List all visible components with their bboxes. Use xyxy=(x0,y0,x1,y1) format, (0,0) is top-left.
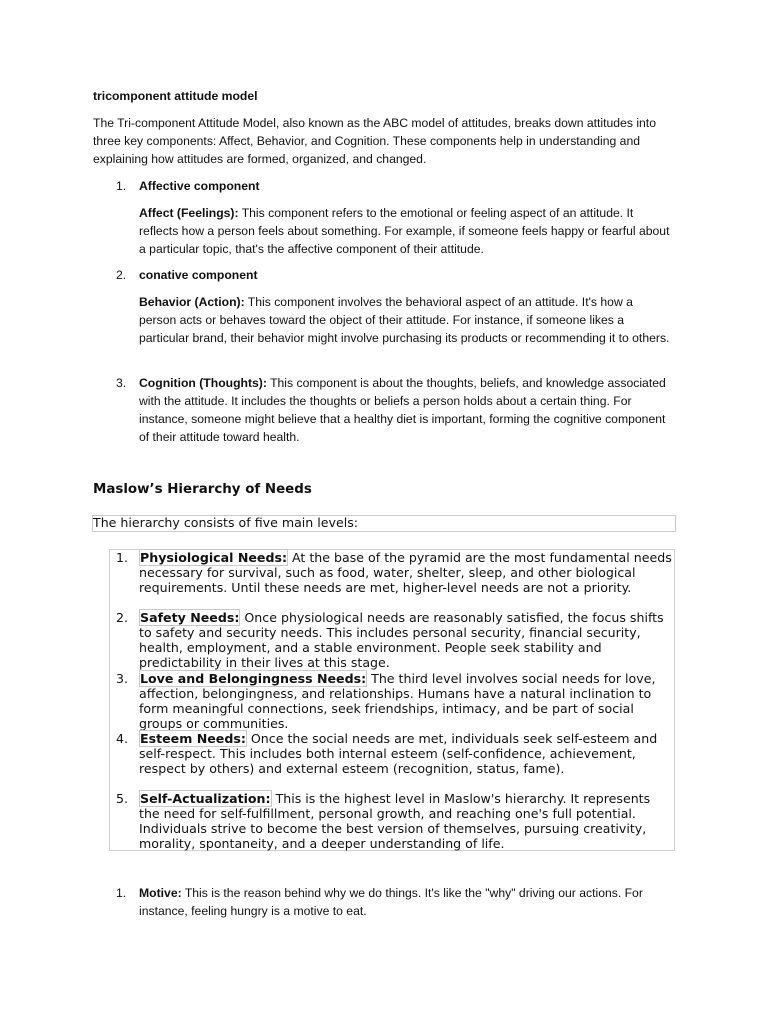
list-number: 1. xyxy=(116,179,127,193)
list-number: 1. xyxy=(116,550,129,565)
behavior-paragraph: Behavior (Action): This component involves the behavioral aspect of an attitude. It's how a person acts or behaves toward the object of their attitude. For instance, if someone likes a particular brand, their behavior might involve purchasing its products or recommending it to others. xyxy=(139,295,670,345)
list-number: 3. xyxy=(116,376,127,390)
list-number: 2. xyxy=(116,268,127,282)
maslow-intro-line: The hierarchy consists of five main levels: xyxy=(92,515,676,532)
list-number: 4. xyxy=(116,731,129,746)
list-heading-affective: Affective component xyxy=(139,179,260,193)
maslow-level-physiological: Physiological Needs: At the base of the pyramid are the most fundamental needs necessary for survival, such as food, water, shelter, sleep, and other biological requirements. Until these needs are met, higher-level needs are not a priority. xyxy=(139,550,672,595)
list-number: 2. xyxy=(116,610,129,625)
maslow-level-self-actualization: Self-Actualization: This is the highest level in Maslow's hierarchy. It represents the need for self-fulfillment, personal growth, and reaching one's full potential. Individuals strive to become the best version of themselves, pursuing creativity, morality, spontaneity, and a deeper understanding of life. xyxy=(139,791,651,851)
section-title-attitude: tricomponent attitude model xyxy=(93,89,258,103)
maslow-level-esteem: Esteem Needs: Once the social needs are met, individuals seek self-esteem and self-respect. This includes both internal esteem (self-confidence, achievement, respect by others) and external esteem (recognition, status, fame). xyxy=(139,731,658,776)
list-number: 3. xyxy=(116,671,129,686)
list-heading-conative: conative component xyxy=(139,268,258,282)
section-title-maslow: Maslow’s Hierarchy of Needs xyxy=(93,482,312,497)
list-number: 5. xyxy=(116,791,129,806)
attitude-intro-paragraph: The Tri-component Attitude Model, also known as the ABC model of attitudes, breaks down attitudes into three key components: Affect, Behavior, and Cognition. These components help in understanding and explaining how attitudes are formed, organized, and changed. xyxy=(93,116,656,166)
list-number: 1. xyxy=(116,886,127,900)
maslow-level-love: Love and Belongingness Needs: The third level involves social needs for love, affection, belongingness, and relationships. Humans have a natural inclination to form meaningful connections, seek friendships, intimacy, and be part of social groups or communities. xyxy=(139,671,656,731)
maslow-level-safety: Safety Needs: Once physiological needs are reasonably satisfied, the focus shifts to safety and security needs. This includes personal security, financial security, health, employment, and a stable environment. People seek stability and predictability in their lives at this stage. xyxy=(139,610,664,670)
affect-paragraph: Affect (Feelings): This component refers to the emotional or feeling aspect of an attitude. It reflects how a person feels about something. For example, if someone feels happy or fearful about a particular topic, that's the affective component of their attitude. xyxy=(139,206,670,256)
motive-paragraph: Motive: This is the reason behind why we do things. It's like the "why" driving our actions. For instance, feeling hungry is a motive to eat. xyxy=(139,886,643,918)
cognition-paragraph: Cognition (Thoughts): This component is about the thoughts, beliefs, and knowledge associated with the attitude. It includes the thoughts or beliefs a person holds about a certain thing. For instance, someone might believe that a healthy diet is important, forming the cognitive component of their attitude toward health. xyxy=(139,376,666,444)
